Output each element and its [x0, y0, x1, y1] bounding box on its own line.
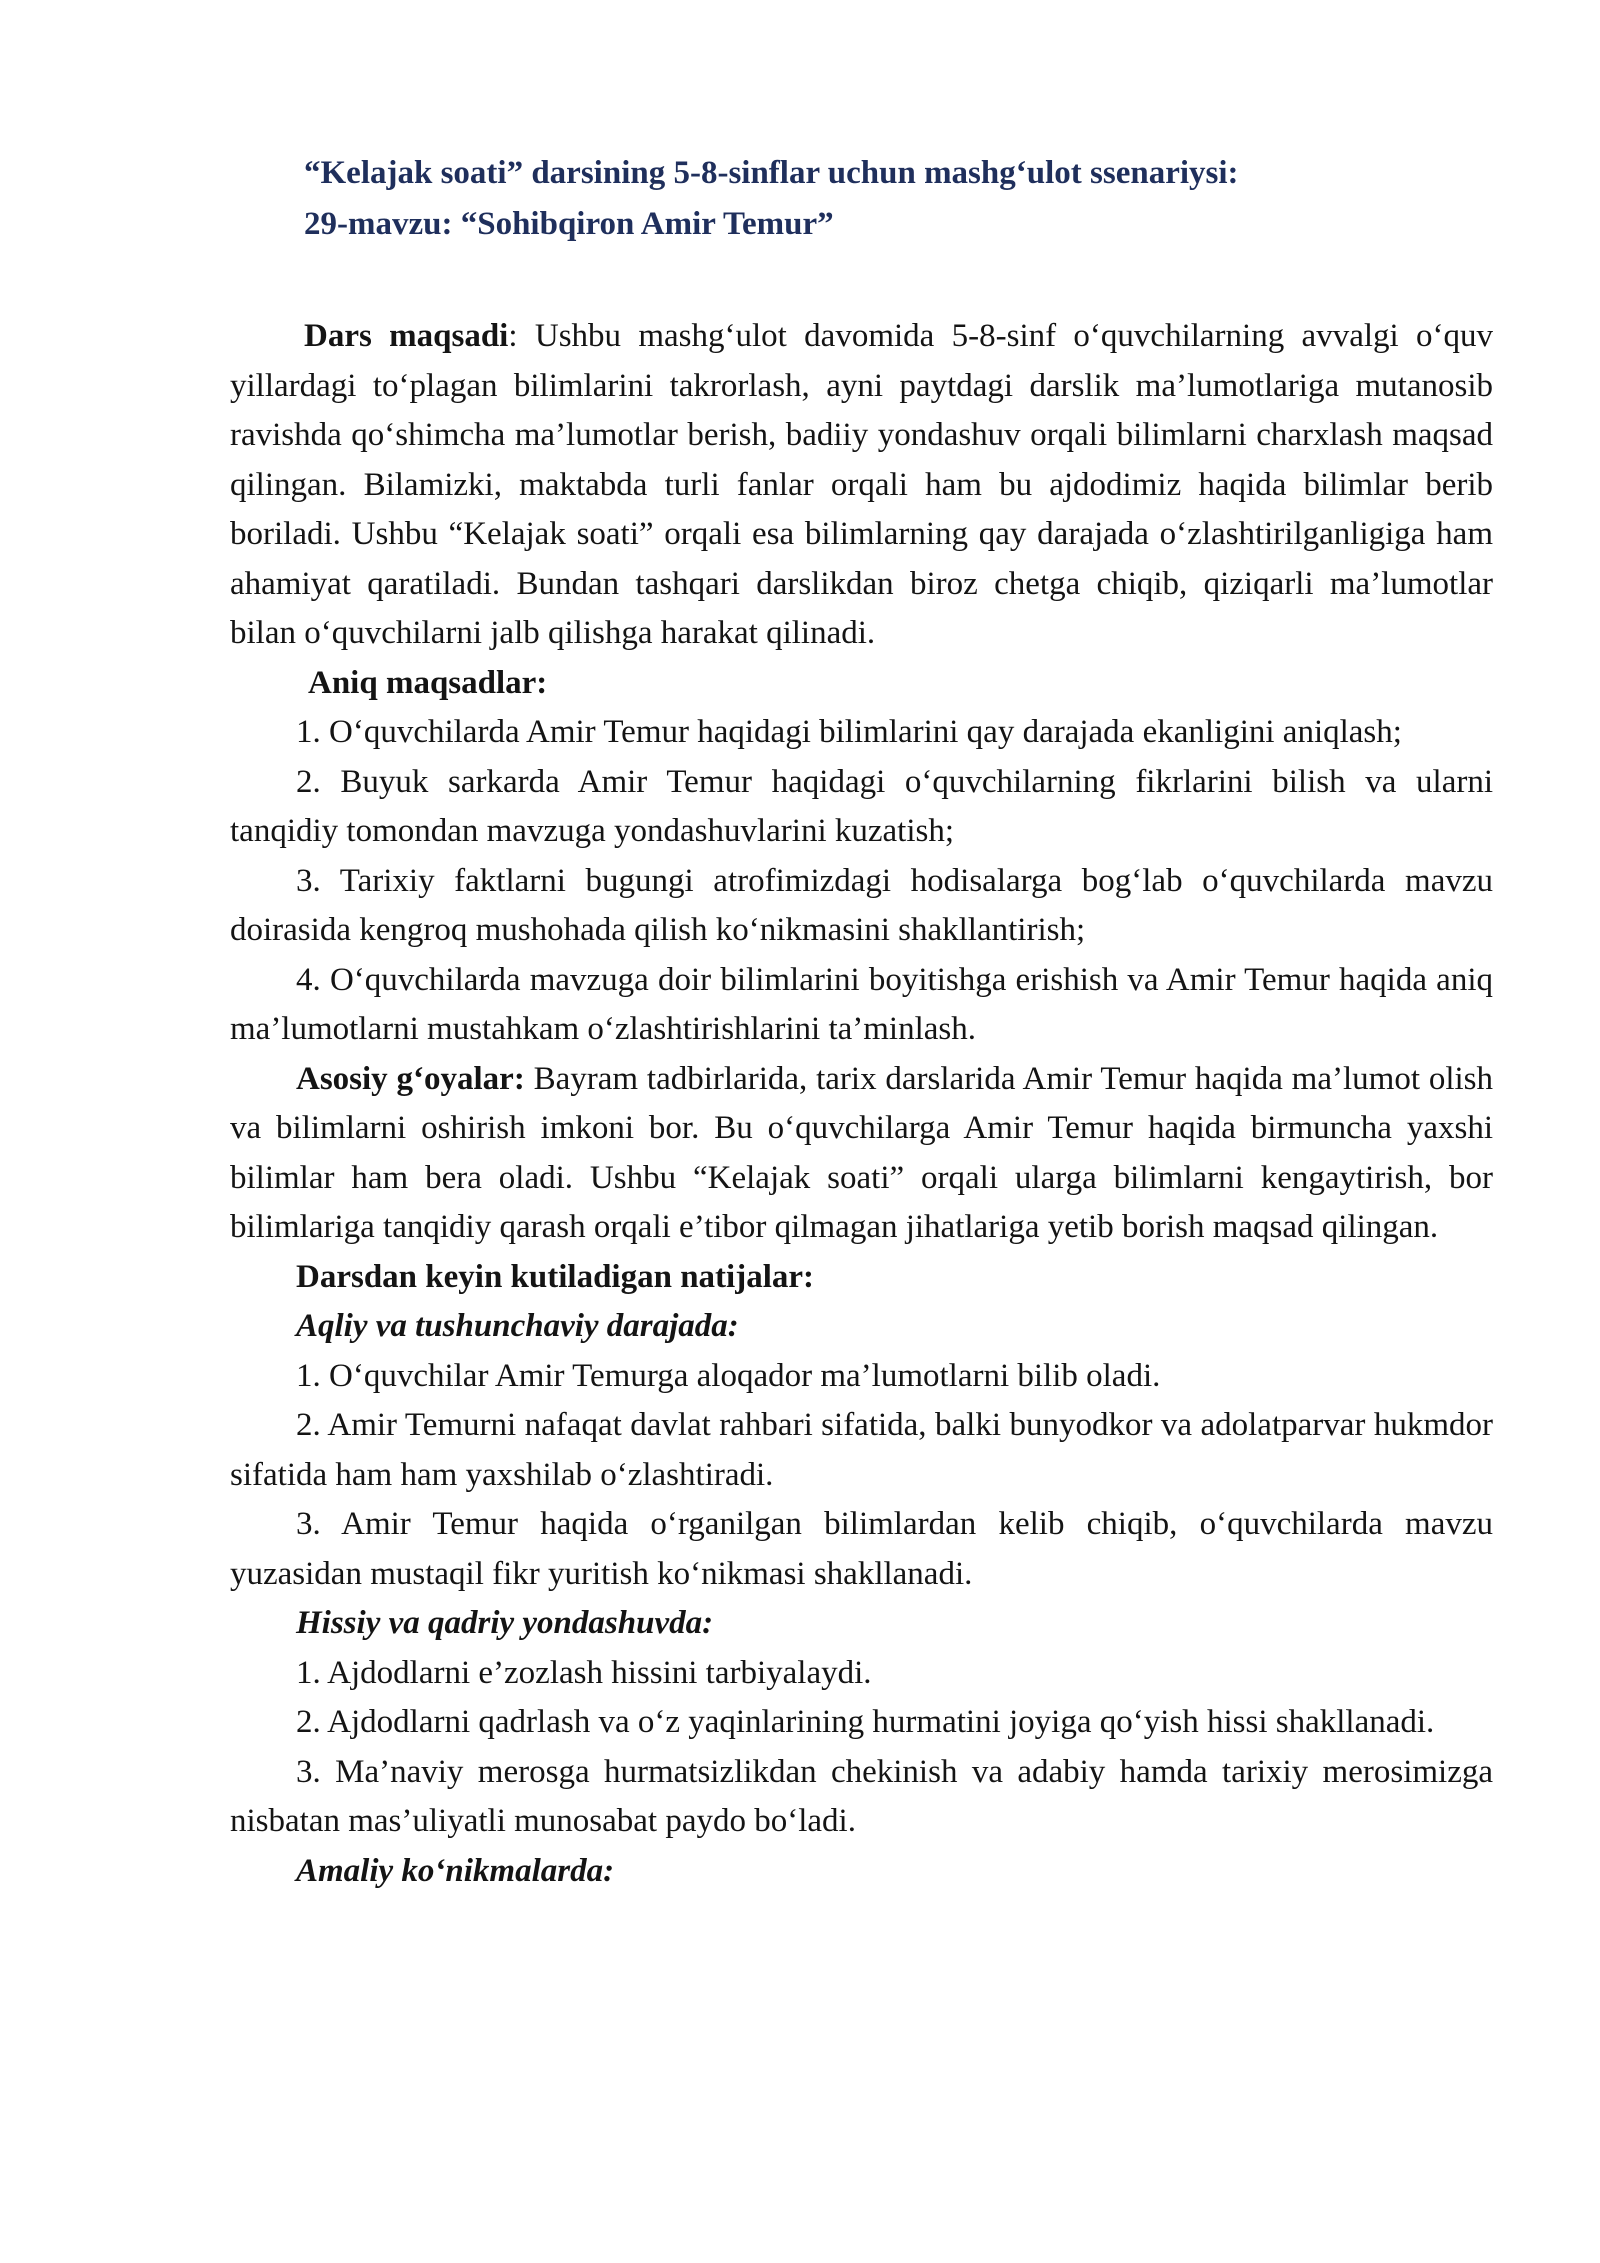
aim-item: 3. Tarixiy faktlarni bugungi atrofimizdagi hodisalarga bog‘lab o‘quvchilarda mavzu doirasida kengroq mushohada qilish ko‘nikmasini shakllantirish;	[230, 862, 1493, 948]
emotional-item: 3. Ma’naviy merosga hurmatsizlikdan chekinish va adabiy hamda tarixiy merosimizga nisbatan mas’uliyatli munosabat paydo bo‘ladi.	[230, 1753, 1493, 1839]
cognitive-item: 2. Amir Temurni nafaqat davlat rahbari sifatida, balki bunyodkor va adolatparvar hukmdor sifatida ham ham yaxshilab o‘zlashtiradi.	[230, 1407, 1493, 1493]
cognitive-item: 1. O‘quvchilar Amir Temurga aloqador ma’lumotlarni bilib oladi.	[296, 1357, 1161, 1394]
lesson-goal-label: Dars maqsadi	[304, 318, 509, 354]
cognitive-heading: Aqliy va tushunchaviy darajada:	[296, 1308, 739, 1344]
emotional-heading: Hissiy va qadriy yondashuvda:	[296, 1605, 714, 1641]
results-heading: Darsdan keyin kutiladigan natijalar:	[296, 1258, 815, 1295]
title-line-2: 29-mavzu: “Sohibqiron Amir Temur”	[304, 206, 834, 242]
lesson-goal-text: : Ushbu mashg‘ulot davomida 5-8-sinf o‘quvchilarning avvalgi o‘quv yillardagi to‘plagan bilimlarini takrorlash, ayni paytdagi darslik ma’lumotlariga mutanosib ravishda qo‘shimcha ma’lumotlar berish, badiiy yondashuv orqali bilimlarni charxlash maqsad qilingan. Bilamizki, maktabda turli fanlar orqali ham bu ajdodimiz haqida bilimlar berib boriladi. Ushbu “Kelajak soati” orqali esa bilimlarning qay darajada o‘zlashtirilganligiga ham ahamiyat qaratiladi. Bundan tashqari darslikdan biroz chetga chiqib, qiziqarli ma’lumotlar bilan o‘quvchilarni jalb qilishga harakat qilinadi.	[230, 318, 1493, 651]
main-ideas-label: Asosiy g‘oyalar:	[296, 1060, 525, 1097]
practical-heading: Amaliy ko‘nikmalarda:	[296, 1852, 615, 1889]
aim-item: 1. O‘quvchilarda Amir Temur haqidagi bilimlarini qay darajada ekanligini aniqlash;	[296, 714, 1402, 750]
title-line-1: “Kelajak soati” darsining 5-8-sinflar uchun mashg‘ulot ssenariysi:	[304, 155, 1239, 191]
emotional-item: 2. Ajdodlarni qadrlash va o‘z yaqinlarining hurmatini joyiga qo‘yish hissi shakllanadi.	[296, 1704, 1435, 1740]
aim-item: 4. O‘quvchilarda mavzuga doir bilimlarini boyitishga erishish va Amir Temur haqida aniq ma’lumotlarni mustahkam o‘zlashtirishlarini ta’minlash.	[230, 961, 1493, 1047]
cognitive-item: 3. Amir Temur haqida o‘rganilgan bilimlardan kelib chiqib, o‘quvchilarda mavzu yuzasidan mustaqil fikr yuritish ko‘nikmasi shakllanadi.	[230, 1506, 1493, 1592]
document-title	[304, 148, 1493, 250]
aims-heading: Aniq maqsadlar:	[308, 664, 548, 701]
main-ideas-text: Bayram tadbirlarida, tarix darslarida Amir Temur haqida ma’lumot olish va bilimlarni oshirish imkoni bor. Bu o‘quvchilarga Amir Temur haqida birmuncha yaxshi bilimlar ham bera oladi. Ushbu “Kelajak soati” orqali ularga bilimlarni kengaytirish, bor bilimlariga tanqidiy qarash orqali e’tibor qilmagan jihatlariga yetib borish maqsad qilingan.	[230, 1060, 1493, 1245]
main-ideas-paragraph	[230, 1055, 1493, 1253]
lesson-goal-paragraph	[230, 312, 1493, 659]
aim-item: 2. Buyuk sarkarda Amir Temur haqidagi o‘quvchilarning fikrlarini bilish va ularni tanqidiy tomondan mavzuga yondashuvlarini kuzatish;	[230, 763, 1493, 849]
emotional-item: 1. Ajdodlarni e’zozlash hissini tarbiyalaydi.	[296, 1654, 872, 1691]
